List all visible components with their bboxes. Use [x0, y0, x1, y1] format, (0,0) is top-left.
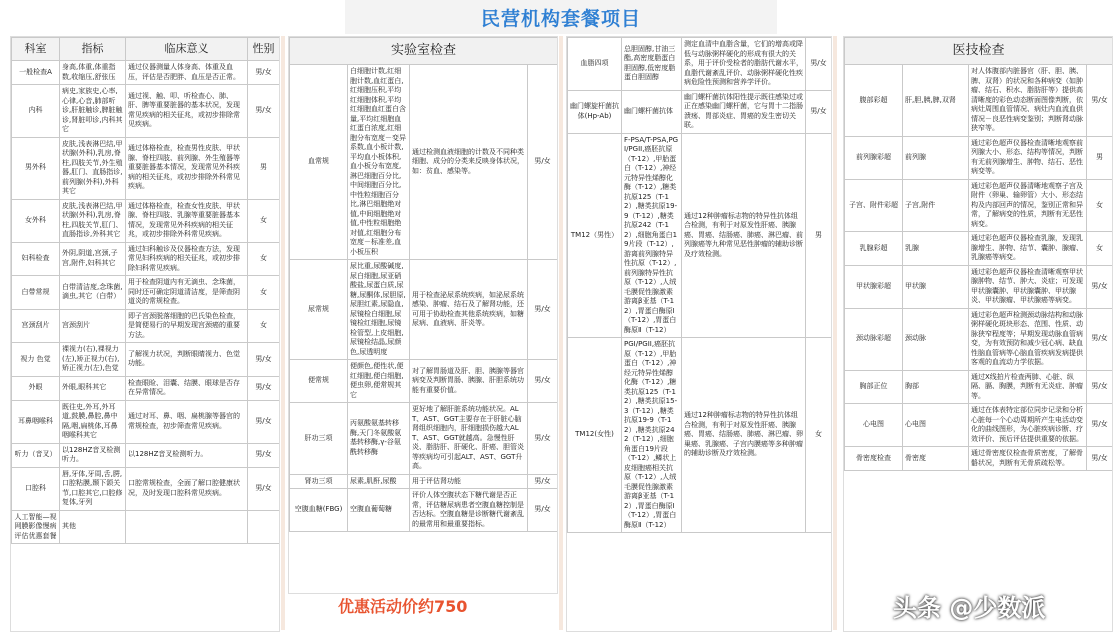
department-cell: 颈动脉彩超 — [845, 308, 903, 370]
clinical-meaning-cell: 通过彩色超声仪器检查清晰观察甲状腺肿物、结节、肿大、炎症；可发现甲状腺囊肿、甲状腺囊肿、甲状腺炎、甲状腺瘤、甲状腺癌等病变。 — [969, 265, 1087, 308]
department-cell: 内科 — [12, 85, 60, 138]
indicator-cell: PGI/PGII,癌胚抗原（T-12）,甲胎蛋白（T-12）,神经元特异性烯醇化酶（T-12）,糖类抗原125（T-12）,糖类抗原15-3（T-12）,糖类抗原19-9（T-12）,糖类抗原242（T-12）,细胞角蛋白19片段（T-12）,鳞状上皮细胞癌相关抗原（T-12）,人绒毛膜促性腺激素游离β亚基（T-12）,胃蛋白酶原Ⅰ（T-12）,胃蛋白酶原Ⅱ（T-12） — [622, 338, 682, 533]
clinical-meaning-cell: 检查眼睑、泪囊、结膜、眼球是否存在异常情况。 — [126, 376, 248, 400]
gender-cell: 女 — [248, 309, 280, 343]
medical-tech-table — [844, 37, 1113, 471]
table-header-row — [290, 38, 558, 65]
table-header-row — [12, 38, 280, 61]
department-cell: 白带常规 — [12, 276, 60, 310]
gender-cell: 男/女 — [1087, 308, 1113, 370]
gender-cell: 女 — [248, 242, 280, 276]
column-header: 临床意义 — [126, 38, 248, 61]
gender-cell: 男/女 — [806, 38, 832, 91]
department-cell: 心电图 — [845, 404, 903, 447]
table-row — [12, 276, 280, 310]
gender-cell: 男/女 — [528, 360, 558, 403]
clinical-meaning-cell: 以128HZ音叉检测听力。 — [126, 443, 248, 467]
general-exam-table — [11, 37, 280, 544]
department-cell: 一般检查A — [12, 61, 60, 85]
clinical-meaning-cell: 通过仪器测量人体身高、体重及血压，评估是否肥胖、血压是否正常。 — [126, 61, 248, 85]
table-row — [290, 403, 558, 475]
indicator-cell: 便颜色,便性状,便红细胞,便白细胞,便虫卵,便常规其它 — [348, 360, 410, 403]
table-row — [290, 474, 558, 489]
indicator-cell: 身高,体重,体重指数,收缩压,舒张压 — [60, 61, 126, 85]
section-header: 医技检查 — [845, 38, 1113, 65]
table-row — [845, 370, 1113, 404]
department-cell: 口腔科 — [12, 467, 60, 510]
table-row — [12, 510, 280, 544]
page-title: 民营机构套餐项目 — [345, 0, 777, 34]
column-header: 性别 — [248, 38, 280, 61]
gender-cell: 男/女 — [528, 260, 558, 360]
indicator-cell: 胸部 — [903, 370, 969, 404]
department-cell: 女外科 — [12, 199, 60, 242]
indicator-cell: 甲状腺 — [903, 265, 969, 308]
gender-cell: 女 — [1087, 179, 1113, 232]
gender-cell: 男/女 — [528, 474, 558, 489]
table-row — [845, 308, 1113, 370]
table-row — [12, 242, 280, 276]
clinical-meaning-cell: 通过12种肿瘤标志物的特异性抗体组合检测，有利于对原发性肝癌、胰腺癌、胃癌、结肠癌、肺癌、淋巴瘤、前列腺癌等九种常见恶性肿瘤的辅助诊断及疗效检测。 — [682, 133, 806, 338]
indicator-cell: 子宫,附件 — [903, 179, 969, 232]
clinical-meaning-cell: 通过彩色超声仪器清晰地观察子宫及附件（卵巢、输卵管）大小、形态结构及内部回声的情况，鉴别正常和异常，了解病变的性质，判断有无恶性病变。 — [969, 179, 1087, 232]
table-row — [845, 265, 1113, 308]
gender-cell: 男/女 — [806, 90, 832, 133]
clinical-meaning-cell: 评价人体空腹状态下糖代谢是否正常，评估糖尿病患者空腹血糖控制是否达标。空腹血糖是诊断糖代谢紊乱的最常用和最重要指标。 — [410, 489, 528, 532]
department-cell: 甲状腺彩超 — [845, 265, 903, 308]
department-cell: 血常规 — [290, 65, 348, 260]
gender-cell: 男/女 — [528, 403, 558, 475]
indicator-cell: 白带清洁度,念珠菌,滴虫,其它（白带） — [60, 276, 126, 310]
gender-cell: 男/女 — [248, 376, 280, 400]
gender-cell: 女 — [248, 199, 280, 242]
table-row — [568, 38, 832, 91]
gender-cell: 男/女 — [248, 343, 280, 377]
department-cell: TM12（男性） — [568, 133, 622, 338]
gender-cell: 男/女 — [248, 443, 280, 467]
indicator-cell: 裸视力(右),裸视力(左),矫正视力(右),矫正视力(左),色觉 — [60, 343, 126, 377]
gender-cell: 男 — [806, 133, 832, 338]
table-row — [12, 85, 280, 138]
clinical-meaning-cell: 更好地了解肝脏系统功能状况。ALT、AST、GGT主要存在于肝脏心脑肾组织细胞内，肝细胞损伤越大ALT、AST、GGT就越高。急慢性肝炎、脂肪肝、肝硬化、肝癌、胆管炎等疾病均可引起ALT、AST、GGT升高。 — [410, 403, 528, 475]
table-row — [845, 232, 1113, 266]
clinical-meaning-cell: 通过检测血液细胞的计数及不同种类细胞、成分的分类来反映身体状况，如：贫血、感染等。 — [410, 65, 528, 260]
gender-cell: 男/女 — [248, 400, 280, 443]
clinical-meaning-cell: 通过12种肿瘤标志物的特异性抗体组合检测，有利于对原发性肝癌、胰腺癌、胃癌、结肠癌、肺癌、淋巴瘤、卵巢癌、乳腺癌、子宫内膜癌等多种肿瘤的辅助诊断及疗效检测。 — [682, 338, 806, 533]
department-cell: 肾功三项 — [290, 474, 348, 489]
gender-cell: 男/女 — [1087, 370, 1113, 404]
clinical-meaning-cell: 即子宫颈脱落细胞的巴氏染色检查，是简便易行的早期发现宫颈癌的重要方法。 — [126, 309, 248, 343]
table-row — [568, 90, 832, 133]
gender-cell: 男/女 — [248, 61, 280, 85]
gender-cell: 男/女 — [1087, 265, 1113, 308]
gender-cell: 女 — [1087, 232, 1113, 266]
clinical-meaning-cell: 通过彩色超声仪器检查清晰地观察前列腺大小、形态、结构等情况，判断有无前列腺增生、肿物、结石、恶性病变等。 — [969, 136, 1087, 179]
gender-cell: 男/女 — [528, 489, 558, 532]
indicator-cell: 前列腺 — [903, 136, 969, 179]
table-row — [845, 179, 1113, 232]
department-cell: 听力（音叉） — [12, 443, 60, 467]
department-cell: 耳鼻咽喉科 — [12, 400, 60, 443]
clinical-meaning-cell: 口腔常规检查，全面了解口腔健康状况，及时发现口腔科常见疾病。 — [126, 467, 248, 510]
clinical-meaning-cell: 通过视、触、叩、听检查心、肺、肝、脾等重要脏器的基本状况，发现常见疾病的相关征兆，或初步排除常见疾病。 — [126, 85, 248, 138]
gender-cell: 男/女 — [1087, 65, 1113, 137]
lab-exam-table — [289, 37, 558, 532]
department-cell: 尿常规 — [290, 260, 348, 360]
indicator-cell: 尿素,肌酐,尿酸 — [348, 474, 410, 489]
clinical-meaning-cell: 通过体格检查，检查女性皮肤、甲状腺、脊柱四肢、乳腺等重要脏器基本情况，发现常见外科疾病的相关征兆，或初步排除外科常见疾病。 — [126, 199, 248, 242]
clinical-meaning-cell: 用于检查阴道内有无滴虫、念珠菌，同时还可确定阴道清洁度，是筛查阴道炎的常规检查。 — [126, 276, 248, 310]
table-row — [845, 404, 1113, 447]
indicator-cell: 空腹血葡萄糖 — [348, 489, 410, 532]
table-row — [12, 61, 280, 85]
table-row — [12, 199, 280, 242]
department-cell: 血脂四项 — [568, 38, 622, 91]
section-header: 实验室检查 — [290, 38, 558, 65]
watermark: 头条 @少数派 — [893, 594, 1046, 622]
department-cell: 子宫、附件彩超 — [845, 179, 903, 232]
table-row — [12, 376, 280, 400]
department-cell: 骨密度检查 — [845, 447, 903, 471]
divider — [281, 36, 285, 630]
department-cell: 幽门螺旋杆菌抗体(Hp-Ab) — [568, 90, 622, 133]
clinical-meaning-cell: 对了解胃肠道及肝、胆、胰腺等器官病变及判断胃肠、胰腺、肝胆系统功能有重要价值。 — [410, 360, 528, 403]
panel-lab-exams — [288, 36, 558, 594]
gender-cell: 男/女 — [1087, 447, 1113, 471]
indicator-cell: 病史,家族史,心率,心律,心音,肺部听诊,肝脏触诊,脾脏触诊,肾脏叩诊,内科其它 — [60, 85, 126, 138]
indicator-cell: 尿比重,尿酸碱度,尿白细胞,尿亚硝酸盐,尿蛋白质,尿糖,尿酮体,尿胆原,尿胆红素,尿隐血,尿镜检白细胞,尿镜检红细胞,尿镜检管型,上皮细胞,尿镜检结晶,尿颜色,尿透明度 — [348, 260, 410, 360]
clinical-meaning-cell: 通过体格检查，检查男性皮肤、甲状腺、脊柱四肢、前列腺、外生殖器等重要脏器基本情况，发现常见外科疾病的相关征兆，或初步排除外科常见疾病。 — [126, 137, 248, 199]
clinical-meaning-cell: 通过骨密度仪检查骨质密度，了解骨骼状况，判断有无骨质疏松等。 — [969, 447, 1087, 471]
table-row — [568, 338, 832, 533]
department-cell: 外眼 — [12, 376, 60, 400]
indicator-cell: 唇,牙体,牙周,舌,腭,口腔粘膜,颞下颌关节,口腔其它,口腔修复体,牙列 — [60, 467, 126, 510]
clinical-meaning-cell: 通过彩色超声仪器检查乳腺，发现乳腺增生、肿物、结节、囊肿、腺瘤、乳腺癌等病变。 — [969, 232, 1087, 266]
indicator-cell: 既往史,外耳,外耳道,鼓膜,鼻腔,鼻中隔,咽,扁桃体,耳鼻咽喉科其它 — [60, 400, 126, 443]
gender-cell: 男 — [248, 137, 280, 199]
tumor-exam-table — [567, 37, 832, 533]
clinical-meaning-cell: 通过彩色超声检测颈动脉结构和动脉粥样硬化斑块形态、范围、性质、动脉狭窄程度等；早期发现动脉血管病变，为有效预防和减少冠心病、缺血性脑血管病等心脑血管疾病发病提供客观的血流动力学依据。 — [969, 308, 1087, 370]
department-cell: 肝功三项 — [290, 403, 348, 475]
table-row — [290, 489, 558, 532]
panel-general-exams — [10, 36, 280, 632]
table-row — [845, 447, 1113, 471]
clinical-meaning-cell: 用于评估肾功能 — [410, 474, 528, 489]
indicator-cell: 外阴,阴道,宫颈,子宫,附件,妇科其它 — [60, 242, 126, 276]
department-cell: 便常规 — [290, 360, 348, 403]
indicator-cell: 其他 — [60, 510, 126, 544]
indicator-cell: 白细胞计数,红细胞计数,血红蛋白,红细胞压积,平均红细胞体积,平均红细胞血红蛋白含量,平均红细胞血红蛋白浓度,红细胞分布宽度－变异系数,血小板计数,平均血小板体积,血小板分布宽度,淋巴细胞百分比,中间细胞百分比,中性粒细胞百分比,淋巴细胞绝对值,中间细胞绝对值,中性粒细胞绝对值,红细胞分布宽度－标准差,血小板压积 — [348, 65, 410, 260]
table-row — [12, 467, 280, 510]
column-header: 指标 — [60, 38, 126, 61]
indicator-cell: 颈动脉 — [903, 308, 969, 370]
gender-cell: 男/女 — [528, 65, 558, 260]
department-cell: 胸部正位 — [845, 370, 903, 404]
indicator-cell: 宫颈刮片 — [60, 309, 126, 343]
department-cell: 人工智能—视网膜影像慢病评估优惠套餐 — [12, 510, 60, 544]
gender-cell: 女 — [248, 276, 280, 310]
indicator-cell: 以128HZ音叉检测听力。 — [60, 443, 126, 467]
indicator-cell: 皮肤,浅表淋巴结,甲状腺(外科),乳房,脊柱,四肢关节,外生殖器,肛门、直肠指诊,前列腺(外科),外科其它 — [60, 137, 126, 199]
department-cell: TM12(女性) — [568, 338, 622, 533]
indicator-cell: 外眼,眼科其它 — [60, 376, 126, 400]
indicator-cell: 幽门螺杆菌抗体 — [622, 90, 682, 133]
clinical-meaning-cell: 用于检查泌尿系统疾病，如泌尿系统感染、肿瘤、结石及了解肾功能，还可用于协助检查其他系统疾病，如糖尿病、血液病、肝炎等。 — [410, 260, 528, 360]
gender-cell: 男 — [1087, 136, 1113, 179]
panel-medical-tech — [843, 36, 1113, 632]
table-row — [568, 133, 832, 338]
clinical-meaning-cell: 通过X线拍片检查两肺、心脏、纵隔、膈、胸膜，判断有无炎症、肿瘤等。 — [969, 370, 1087, 404]
table-row — [290, 360, 558, 403]
clinical-meaning-cell: 对人体腹部内脏器官（肝、胆、胰、脾、双肾）的状况和各种病变（如肿瘤、结石、积水、脂肪肝等）提供高清晰度的彩色动态断面图像判断，依病灶周围血管情况、病灶内血流血供情况－良恶性病变鉴别；判断肾动脉狭窄等。 — [969, 65, 1087, 137]
clinical-meaning-cell: 幽门螺杆菌抗体阳性提示既往感染过或正在感染幽门螺杆菌，它与胃十二指肠溃疡、胃部炎症、胃癌的发生密切关联。 — [682, 90, 806, 133]
table-row — [12, 443, 280, 467]
promo-price: 优惠活动价约750 — [338, 597, 468, 616]
clinical-meaning-cell: 通过妇科触诊及仪器检查方法，发现常见妇科疾病的相关征兆，或初步排除妇科常见疾病。 — [126, 242, 248, 276]
table-row — [845, 136, 1113, 179]
clinical-meaning-cell: 了解视力状况，判断眼睛视力、色觉功能。 — [126, 343, 248, 377]
department-cell: 男外科 — [12, 137, 60, 199]
gender-cell — [248, 510, 280, 544]
department-cell: 前列腺彩超 — [845, 136, 903, 179]
divider — [833, 36, 837, 630]
department-cell: 宫颈刮片 — [12, 309, 60, 343]
table-row — [290, 65, 558, 260]
department-cell: 视力 色觉 — [12, 343, 60, 377]
table-row — [12, 137, 280, 199]
indicator-cell: 皮肤,浅表淋巴结,甲状腺(外科),乳房,脊柱,四肢关节,肛门、直肠指诊,外科其它 — [60, 199, 126, 242]
indicator-cell: 肝,胆,胰,脾,双肾 — [903, 65, 969, 137]
gender-cell: 男/女 — [1087, 404, 1113, 447]
indicator-cell: 丙氨酸氨基转移酶,天门冬氨酸氨基转移酶,γ-谷氨酰转移酶 — [348, 403, 410, 475]
panel-tumor-exams — [566, 36, 832, 632]
table-row — [845, 65, 1113, 137]
indicator-cell: 总胆固醇,甘油三酯,高密度脂蛋白胆固醇,低密度脂蛋白胆固醇 — [622, 38, 682, 91]
department-cell: 妇科检查 — [12, 242, 60, 276]
table-header-row — [845, 38, 1113, 65]
indicator-cell: 心电图 — [903, 404, 969, 447]
indicator-cell: 骨密度 — [903, 447, 969, 471]
clinical-meaning-cell: 测定血清中血脂含量，它们的增高或降低与动脉粥样硬化的形成有很大的关系，用于评价受检者的脂肪代谢水平，血脂代谢紊乱评价、动脉粥样硬化性疾病危险性预测和营养学评价。 — [682, 38, 806, 91]
clinical-meaning-cell — [126, 510, 248, 544]
indicator-cell: 乳腺 — [903, 232, 969, 266]
column-header: 科室 — [12, 38, 60, 61]
clinical-meaning-cell: 通过对耳、鼻、咽、扁桃腺等器官的常规检查，初步筛查常见疾病。 — [126, 400, 248, 443]
department-cell: 乳腺彩超 — [845, 232, 903, 266]
department-cell: 空腹血糖(FBG) — [290, 489, 348, 532]
indicator-cell: F-PSA/T-PSA,PGI/PGII,癌胚抗原（T-12）,甲胎蛋白（T-12）,神经元特异性烯醇化酶（T-12）,糖类抗原125（T-12）,糖类抗原19-9（T-12）,糖类抗原242（T-12）,细胞角蛋白19片段（T-12）,游离前列腺特异性抗原（T-12）,前列腺特异性抗原（T-12）,人绒毛膜促性腺激素游离β亚基（T-12）,胃蛋白酶原Ⅰ（T-12）,胃蛋白酶原Ⅱ（T-12） — [622, 133, 682, 338]
gender-cell: 男/女 — [248, 467, 280, 510]
table-row — [12, 400, 280, 443]
clinical-meaning-cell: 通过在体表特定部位同步记录和分析心脏每一个心动周期所产生电活动变化的曲线图形，为心脏疾病诊断、疗效评价、预后评估提供重要的依据。 — [969, 404, 1087, 447]
gender-cell: 男/女 — [248, 85, 280, 138]
table-row — [290, 260, 558, 360]
divider — [559, 36, 563, 630]
table-row — [12, 343, 280, 377]
gender-cell: 女 — [806, 338, 832, 533]
department-cell: 腹部彩超 — [845, 65, 903, 137]
table-row — [12, 309, 280, 343]
